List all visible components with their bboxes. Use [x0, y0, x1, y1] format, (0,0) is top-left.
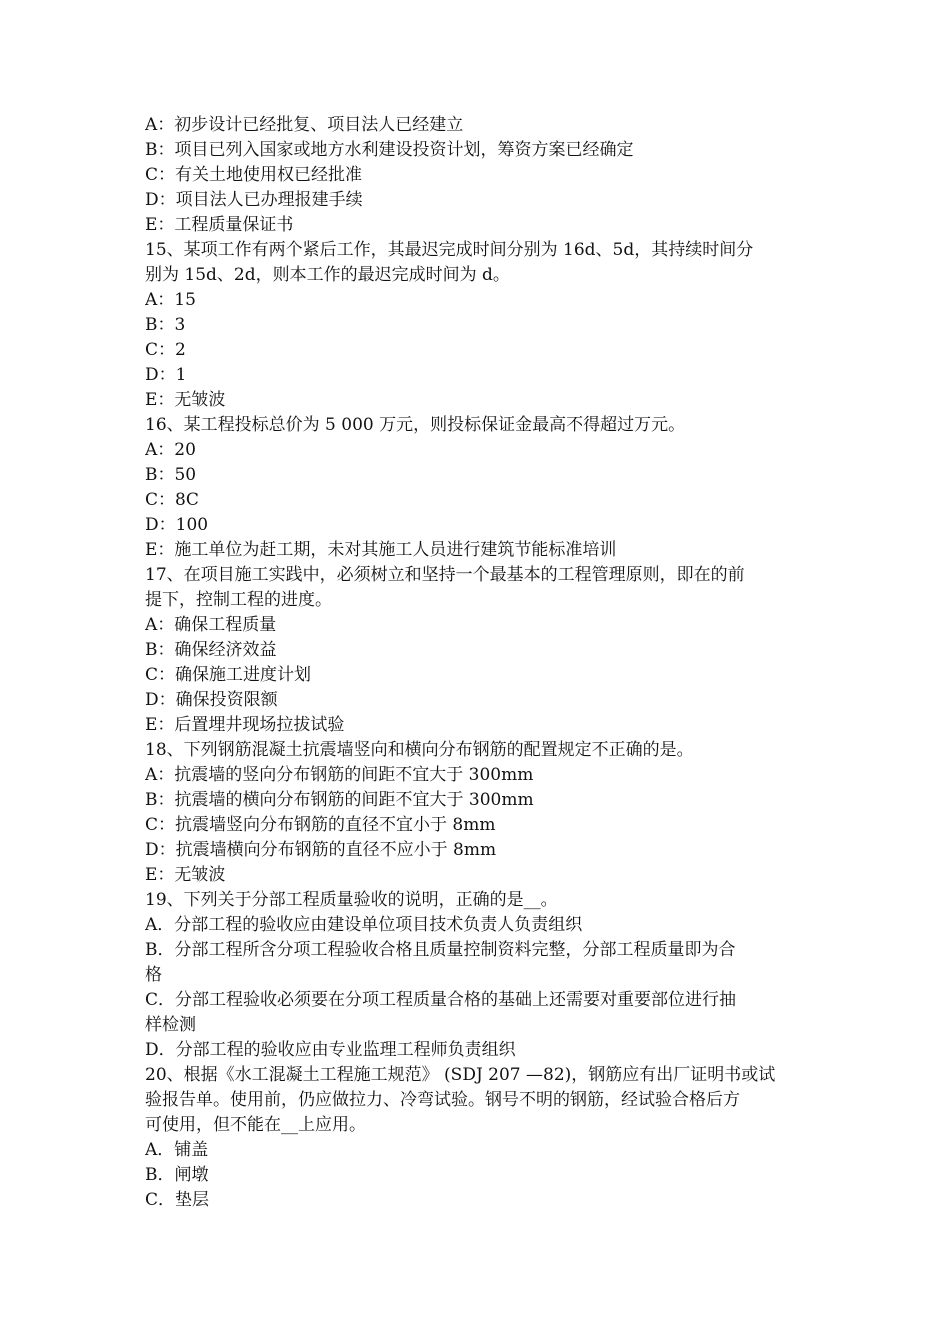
document-page — [145, 113, 810, 1213]
question-20-line-3: 可使用，但不能在__上应用。 — [145, 1115, 366, 1135]
option-e-q16: E：施工单位为赶工期，未对其施工人员进行建筑节能标准培训 — [145, 540, 617, 560]
question-17-line-1: 17、在项目施工实践中，必须树立和坚持一个最基本的工程管理原则，即在的前 — [145, 565, 745, 585]
option-c-q17: C：确保施工进度计划 — [145, 665, 312, 685]
option-a-q19: A．分部工程的验收应由建设单位项目技术负责人负责组织 — [145, 915, 583, 935]
option-c-q19-line-2: 样检测 — [145, 1015, 196, 1035]
option-b-q19-line-1: B．分部工程所含分项工程验收合格且质量控制资料完整，分部工程质量即为合 — [145, 940, 736, 960]
option-a-q16: A：20 — [145, 440, 196, 460]
option-c-q20: C．垫层 — [145, 1190, 210, 1210]
option-c-q14: C：有关土地使用权已经批准 — [145, 165, 363, 185]
option-c-q19-line-1: C．分部工程验收必须要在分项工程质量合格的基础上还需要对重要部位进行抽 — [145, 990, 737, 1010]
option-b-q20: B．闸墩 — [145, 1165, 209, 1185]
option-c-q16: C：8C — [145, 490, 199, 510]
option-a-q17: A：确保工程质量 — [145, 615, 277, 635]
option-d-q18: D：抗震墙横向分布钢筋的直径不应小于 8mm — [145, 840, 497, 860]
option-e-q18: E：无皱波 — [145, 865, 226, 885]
option-a-q15: A：15 — [145, 290, 196, 310]
option-d-q16: D：100 — [145, 515, 209, 535]
option-c-q18: C：抗震墙竖向分布钢筋的直径不宜小于 8mm — [145, 815, 496, 835]
option-a-q20: A．铺盖 — [145, 1140, 209, 1160]
question-15-line-2: 别为 15d、2d，则本工作的最迟完成时间为 d。 — [145, 265, 510, 285]
option-b-q16: B：50 — [145, 465, 197, 485]
option-d-q17: D：确保投资限额 — [145, 690, 278, 710]
question-19: 19、下列关于分部工程质量验收的说明，正确的是__。 — [145, 890, 558, 910]
option-a-q18: A：抗震墙的竖向分布钢筋的间距不宜大于 300mm — [145, 765, 534, 785]
option-b-q17: B：确保经济效益 — [145, 640, 277, 660]
option-b-q15: B：3 — [145, 315, 186, 335]
option-d-q19: D．分部工程的验收应由专业监理工程师负责组织 — [145, 1040, 516, 1060]
option-d-q14: D：项目法人已办理报建手续 — [145, 190, 363, 210]
option-b-q18: B：抗震墙的横向分布钢筋的间距不宜大于 300mm — [145, 790, 534, 810]
option-a-q14: A：初步设计已经批复、项目法人已经建立 — [145, 115, 464, 135]
option-b-q14: B：项目已列入国家或地方水利建设投资计划，筹资方案已经确定 — [145, 140, 634, 160]
question-17-line-2: 提下，控制工程的进度。 — [145, 590, 332, 610]
question-16: 16、某工程投标总价为 5 000 万元，则投标保证金最高不得超过万元。 — [145, 415, 686, 435]
option-c-q15: C：2 — [145, 340, 186, 360]
question-20-line-1: 20、根据《水工混凝土工程施工规范》 (SDJ 207 —82)，钢筋应有出厂证明书或试 — [145, 1065, 776, 1085]
option-e-q17: E：后置埋井现场拉拔试验 — [145, 715, 345, 735]
option-d-q15: D：1 — [145, 365, 187, 385]
option-e-q15: E：无皱波 — [145, 390, 226, 410]
option-e-q14: E：工程质量保证书 — [145, 215, 294, 235]
question-15-line-1: 15、某项工作有两个紧后工作，其最迟完成时间分别为 16d、5d，其持续时间分 — [145, 240, 754, 260]
option-b-q19-line-2: 格 — [145, 965, 162, 985]
question-20-line-2: 验报告单。使用前，仍应做拉力、冷弯试验。钢号不明的钢筋，经试验合格后方 — [145, 1090, 740, 1110]
question-18: 18、下列钢筋混凝土抗震墙竖向和横向分布钢筋的配置规定不正确的是。 — [145, 740, 694, 760]
